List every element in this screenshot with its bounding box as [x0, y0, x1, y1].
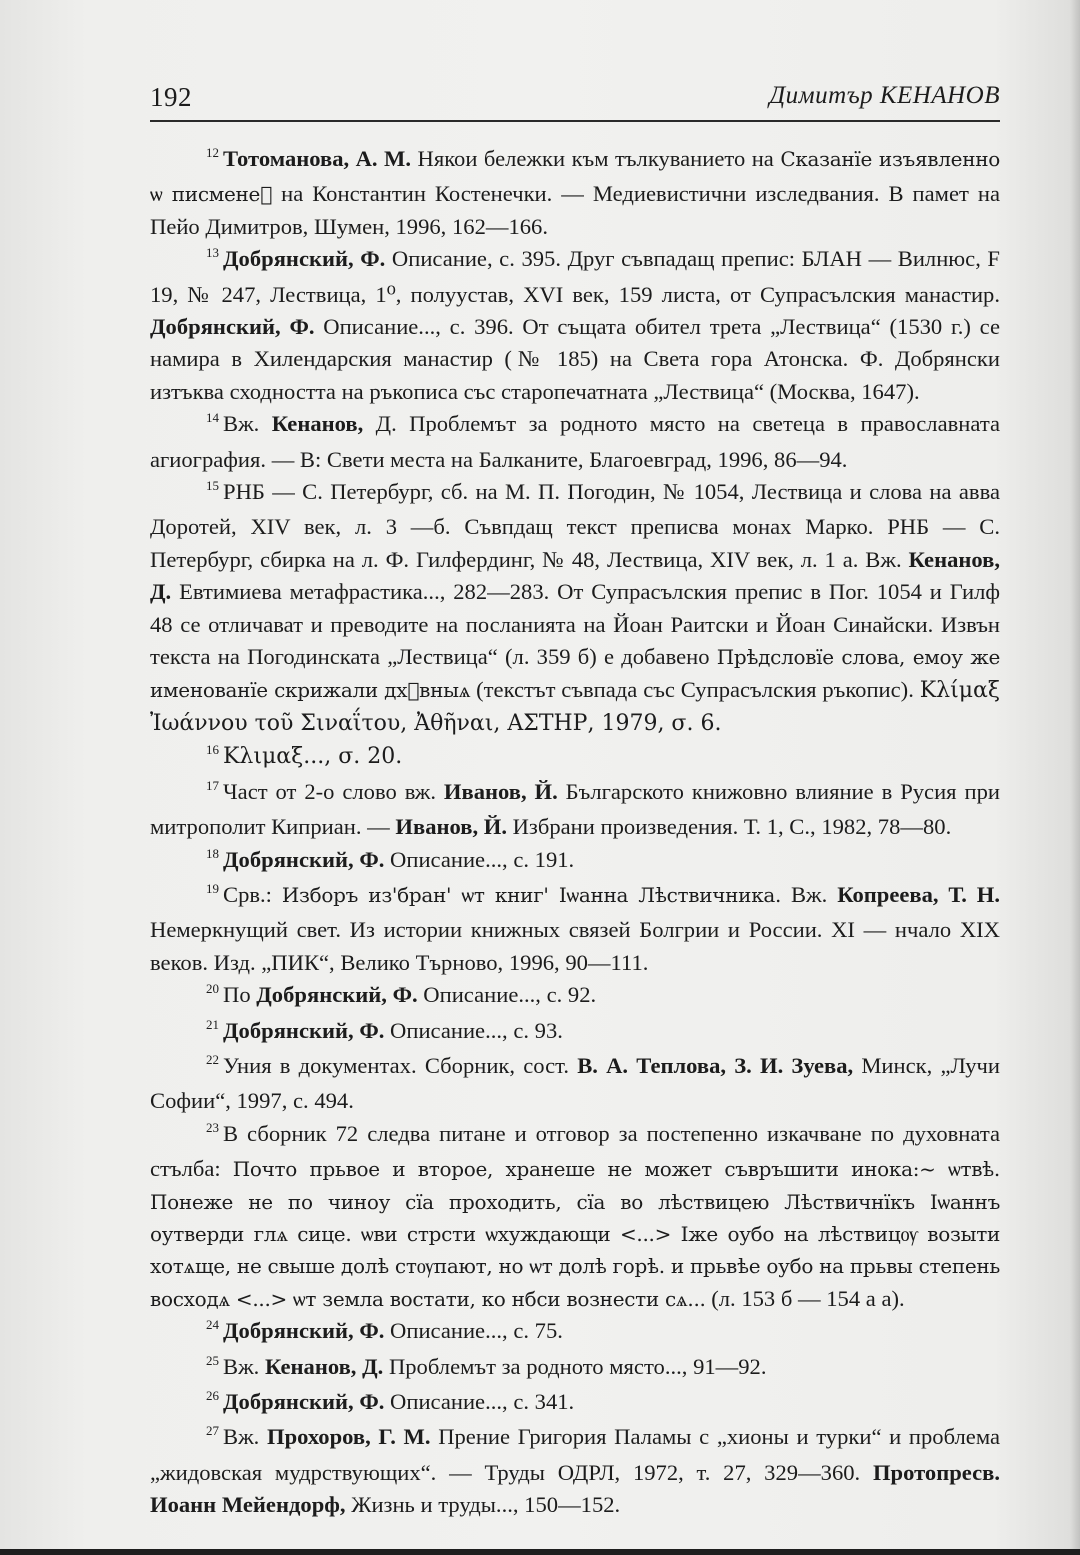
footnote-number: 26	[206, 1388, 219, 1404]
footnote-number: 20	[206, 981, 219, 997]
footnote-text: Д. Проблемът за родното място на светеца в православната агиография. — В: Свети места на Балканите, Благоевград, 1996, 86—94.	[150, 411, 1000, 472]
author-name: Копреева, Т. Н.	[837, 881, 1000, 907]
footnote-17	[150, 776, 1000, 844]
footnote-text: Срв.:	[223, 881, 282, 907]
footnote-text: Описание..., с. 396. От същата обител трета „Лествица“ (1530 г.) се намира в Хилендарския манастир (№ 185) на Света гора Атонска. Ф. Добрянски изтъква сходността на ръкописа със старопечатната „Лествица“ (Москва, 1647).	[150, 314, 1000, 404]
footnote-number: 13	[206, 245, 219, 261]
author-name: Прохоров, Г. М.	[267, 1424, 431, 1450]
footnote-text: Евтимиева метафрастика..., 282—283. От Супрасълския препис в Пог. 1054 и Гилф 48 се отличават и преводите на посланията на Йоан Раитски и Йоан Синайски. Извън текста на Погодинската „Лествица“ (л. 359 б) е добавено	[150, 579, 1000, 670]
author-name: Добрянский, Ф.	[223, 846, 385, 872]
author-name: Кенанов,	[271, 411, 364, 437]
author-name: Протопресв. Иоанн Мейендорф,	[150, 1459, 1000, 1518]
footnote-text: Описание..., с. 93.	[384, 1017, 563, 1043]
footnote-text: Избрани произведения. Т. 1, С., 1982, 78—80.	[506, 814, 952, 840]
footnote-text: Проблемът за родното място..., 91—92.	[383, 1353, 767, 1379]
footnote-number: 12	[206, 145, 219, 160]
author-name: Кенанов, Д.	[150, 546, 1000, 605]
author-name: Добрянский, Ф.	[150, 314, 315, 340]
footnote-text: Вж.	[223, 1424, 267, 1450]
running-head: Димитър КЕНАНОВ	[769, 82, 1000, 109]
footnote-text: Някои бележки към тълкуванието на	[411, 146, 781, 171]
church-slavonic-quote: Почто прьвое и второе, хранеше не может съвръшити инока:~ ѡтвѣ. Понеже не по чиноу сїа проходить, сїа во лѣствицею Лѣствичнїкъ Іѡаннъ оутверди глѧ сице. ѡви стрсти ѡхуждающи <...> Іже оубо на лѣствицѹ возыти хотѧще, не свыше долѣ стѹпают, но ѡт долѣ горѣ. и прьвѣе оубо на прьвы степень восходѧ <...> ѡт земла востати, ко нбси вознести сѧ...	[150, 1157, 1000, 1311]
author-name: Добрянский, Ф.	[223, 1017, 385, 1043]
footnote-text: Описание..., с. 75.	[384, 1318, 563, 1344]
footnote-12	[150, 143, 1000, 243]
header-rule	[150, 120, 1000, 122]
footnote-text: Вж.	[223, 411, 272, 437]
footnote-text: Вж.	[223, 1353, 265, 1379]
footnote-text: Уния в документах. Сборник, сост.	[223, 1052, 578, 1078]
footnote-text: Част от 2-о слово вж.	[223, 778, 444, 804]
footnote-number: 14	[206, 410, 219, 426]
footnote-16	[150, 740, 1000, 775]
author-name: Иванов, Й.	[443, 778, 558, 804]
footnote-text: Описание..., с. 191.	[384, 846, 575, 872]
author-name: Добрянский, Ф.	[223, 246, 386, 272]
church-slavonic-quote: Сказанїе изъявленно ѡ писменеⷯ	[150, 147, 1000, 207]
page-spine-shadow	[1070, 0, 1080, 1555]
footnote-number: 25	[206, 1352, 219, 1368]
footnote-22	[150, 1050, 1000, 1118]
footnote-18	[150, 844, 1000, 879]
footnote-23	[150, 1118, 1000, 1315]
footnote-text: Описание..., с. 92.	[417, 982, 597, 1008]
author-name: Добрянский, Ф.	[256, 982, 418, 1008]
author-name: В. А. Теплова, З. И. Зуева,	[577, 1052, 854, 1078]
author-name: Добрянский, Ф.	[223, 1389, 385, 1415]
footnote-number: 16	[206, 742, 219, 758]
footnote-number: 18	[206, 845, 219, 861]
footnote-text: Жизнь и труды..., 150—152.	[345, 1492, 621, 1518]
footnote-number: 21	[206, 1016, 219, 1032]
footnote-text: (текстът съвпада със Супрасълския ръкопис).	[470, 676, 920, 702]
footnote-19	[150, 879, 1000, 979]
footnote-27	[150, 1421, 1000, 1521]
footnote-text: Вж.	[781, 881, 838, 907]
footnote-number: 17	[206, 777, 219, 793]
greek-text: Κλιμαξ..., σ. 20.	[223, 744, 403, 770]
author-name: Добрянский, Ф.	[223, 1318, 385, 1344]
footnote-13	[150, 243, 1000, 408]
footnote-text: По	[223, 982, 257, 1008]
footnote-text: Минск, „Лучи Софии“, 1997, с. 494.	[150, 1052, 1000, 1114]
author-name: Кенанов, Д.	[264, 1353, 384, 1379]
footnote-text: В сборник 72 следва питане и отговор за постепенно изкачване по духовната стълба:	[150, 1120, 1000, 1182]
footnote-text: РНБ — С. Петербург, сб. на М. П. Погодин, № 1054, Лествица и слова на авва Доротей, XIV век, л. 3 —б. Съвпдащ текст преписва монах Марко. РНБ — С. Петербург, сбирка на л. Ф. Гилфердинг, № 48, Лествица, XIV век, л. 1 а. Вж.	[150, 479, 1000, 572]
footnotes-list	[150, 143, 1000, 1522]
footnote-text: (л. 153 б — 154 а а).	[705, 1285, 905, 1311]
author-name: Тотоманова, А. М.	[223, 146, 412, 171]
footnote-24	[150, 1315, 1000, 1350]
footnote-number: 27	[206, 1423, 219, 1439]
footnote-text: Немеркнущий свет. Из истории книжных связей Болгрии и России. XI — нчало XIX веков. Изд. „ПИК“, Велико Търново, 1996, 90—111.	[150, 917, 1000, 975]
footnote-text: Прение Григория Паламы с „хионы и турки“ и проблема „жидовская мудрствующих“. — Труды ОДРЛ, 1972, т. 27, 329—360.	[150, 1424, 1000, 1485]
footnote-text: Българското книжовно влияние в Русия при митрополит Киприан. —	[150, 778, 1000, 840]
footnote-20	[150, 979, 1000, 1014]
page-header	[150, 74, 1000, 118]
church-slavonic-quote: Изборъ из'бран' ѡт книг' Іѡанна Лѣствичника.	[281, 882, 782, 907]
page-bottom-edge	[0, 1549, 1080, 1555]
footnote-number: 15	[206, 478, 219, 494]
footnote-text: Описание..., с. 341.	[384, 1389, 575, 1415]
footnote-15	[150, 476, 1000, 740]
author-name: Иванов, Й.	[395, 814, 507, 840]
footnote-number: 23	[206, 1119, 219, 1135]
footnote-text: на Константин Костенечки. — Медиевистични изследвания. В памет на Пейо Димитров, Шумен, 1996, 162—166.	[150, 181, 1001, 239]
church-slavonic-quote: Прѣдсловїе слова, емоу же именованїе скрижали дхⷪвныѧ	[150, 645, 1001, 702]
footnote-number: 24	[206, 1317, 219, 1333]
footnote-text: Описание, с. 395. Друг съвпадащ препис: БЛАН — Вилнюс, F 19, № 247, Лествица, 1⁰, полуустав, XVI век, 159 листа, от Супрасълския манастир.	[150, 246, 1000, 307]
footnote-number: 19	[206, 880, 219, 896]
footnote-25	[150, 1351, 1000, 1386]
greek-text: Κλίμαξ Ἰωάννου τοῦ Σιναΐτου, Ἀθῆναι, ΑΣΤΗΡ, 1979, σ. 6.	[150, 677, 1000, 736]
footnote-21	[150, 1015, 1000, 1050]
page-number: 192	[150, 82, 192, 112]
footnote-26	[150, 1386, 1000, 1421]
footnote-number: 22	[206, 1051, 219, 1067]
footnote-14	[150, 408, 1000, 476]
